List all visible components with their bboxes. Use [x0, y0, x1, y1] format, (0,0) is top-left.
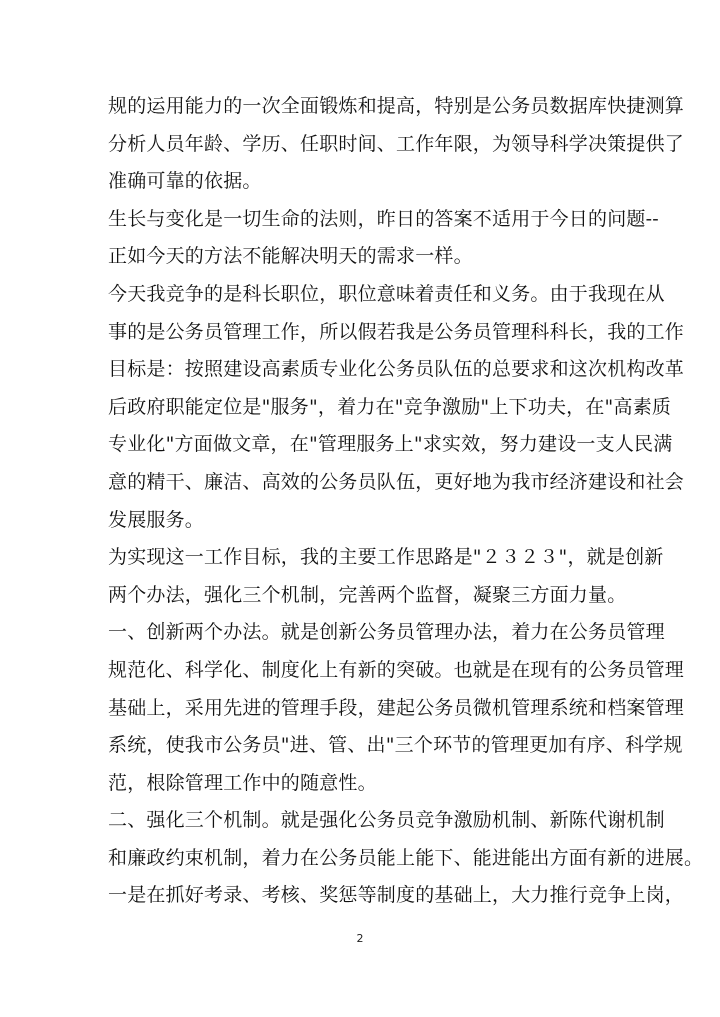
text-line: 一、创新两个办法。就是创新公务员管理办法，着力在公务员管理	[108, 621, 665, 644]
text-line: 基础上，采用先进的管理手段，建起公务员微机管理系统和档案管理	[108, 696, 685, 719]
text-line: 后政府职能定位是"服务"，着力在"竞争激励"上下功夫，在"高素质	[108, 395, 672, 418]
text-line: 一是在抓好考录、考核、奖惩等制度的基础上，大力推行竞争上岗，	[108, 884, 685, 907]
text-line: 和廉政约束机制，着力在公务员能上能下、能进能出方面有新的进展。	[108, 846, 704, 869]
document-body	[108, 88, 704, 915]
text-line: 两个办法，强化三个机制，完善两个监督，凝聚三方面力量。	[108, 583, 627, 606]
text-line: 准确可靠的依据。	[108, 170, 262, 193]
text-line: 今天我竞争的是科长职位，职位意味着责任和义务。由于我现在从	[108, 282, 665, 305]
text-line: 正如今天的方法不能解决明天的需求一样。	[108, 245, 473, 268]
text-line: 专业化"方面做文章，在"管理服务上"求实效，努力建设一支人民满	[108, 433, 673, 456]
text-line: 规范化、科学化、制度化上有新的突破。也就是在现有的公务员管理	[108, 658, 685, 681]
text-line: 规的运用能力的一次全面锻炼和提高，特别是公务员数据库快捷测算	[108, 95, 685, 117]
text-line: 目标是：按照建设高素质专业化公务员队伍的总要求和这次机构改革	[108, 358, 685, 381]
text-line: 事的是公务员管理工作，所以假若我是公务员管理科科长，我的工作	[108, 320, 685, 343]
text-line: 二、强化三个机制。就是强化公务员竞争激励机制、新陈代谢机制	[108, 809, 665, 832]
text-line: 为实现这一工作目标，我的主要工作思路是"２３２３"，就是创新	[108, 546, 664, 569]
page-number: 2	[356, 932, 364, 945]
text-line: 范，根除管理工作中的随意性。	[108, 771, 377, 794]
text-line: 生长与变化是一切生命的法则，昨日的答案不适用于今日的问题--	[108, 207, 659, 230]
text-line: 意的精干、廉洁、高效的公务员队伍，更好地为我市经济建设和社会	[108, 470, 685, 493]
text-line: 分析人员年龄、学历、任职时间、工作年限，为领导科学决策提供了	[108, 132, 685, 155]
text-line: 系统，使我市公务员"进、管、出"三个环节的管理更加有序、科学规	[108, 734, 683, 757]
text-line: 发展服务。	[108, 508, 205, 531]
